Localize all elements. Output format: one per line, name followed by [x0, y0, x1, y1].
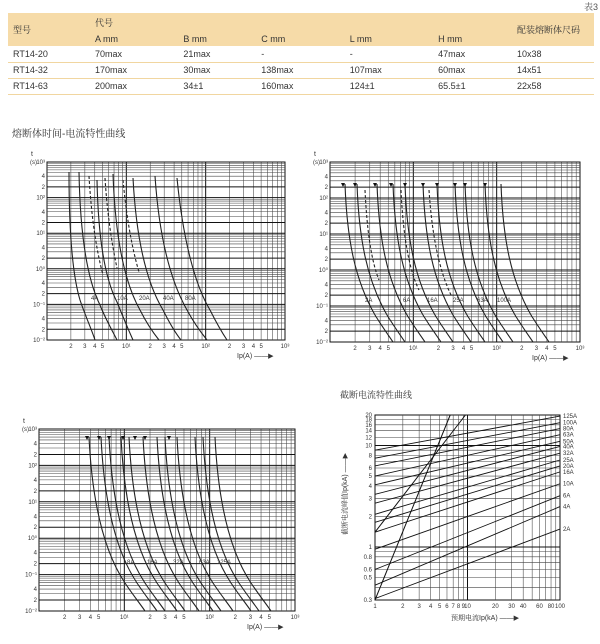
header-l: L mm	[345, 31, 433, 46]
header-b: B mm	[178, 31, 256, 46]
y-tick-label: 10²	[28, 463, 37, 470]
header-h: H mm	[433, 31, 512, 46]
y-tick-label: 8	[368, 453, 372, 460]
y-tick-label: 10³	[28, 427, 37, 433]
y-tick-label: 10	[365, 443, 372, 450]
x-tick-label: 10³	[575, 346, 585, 352]
fuse-curve	[89, 176, 103, 275]
y-axis-label: t	[23, 418, 25, 425]
cell-fuse: 14x51	[512, 62, 594, 78]
fuse-curve	[485, 184, 533, 342]
time-current-chart-rt14-32	[305, 150, 595, 365]
series-label: 100A	[497, 298, 512, 304]
x-tick-label: 5	[469, 346, 474, 352]
cell-fuse: 10x38	[512, 46, 594, 62]
series-label: 40A	[163, 296, 174, 302]
x-tick-label: 6	[445, 604, 449, 610]
series-label: 4A	[91, 296, 99, 302]
series-label: 25A	[453, 298, 464, 304]
curve-start-marker	[341, 183, 345, 187]
y-tick-label: 3	[368, 496, 372, 503]
x-axis-label: Ip(A) ——▶	[237, 353, 274, 360]
x-tick-label: 4	[172, 344, 176, 350]
y-tick-label: 1	[368, 544, 372, 551]
y-axis-label: 截断电流峰值Ip(kA) ——▶	[342, 453, 349, 535]
table-label: 表3	[583, 2, 598, 12]
table-row	[8, 62, 594, 78]
fuse-curve	[357, 184, 405, 342]
curve-start-marker	[373, 183, 377, 187]
x-tick-label: 5	[180, 344, 184, 350]
curve-start-marker	[167, 436, 171, 440]
series-label: 63A	[199, 560, 210, 566]
cell-c: 160max	[256, 78, 344, 94]
table-row	[8, 46, 594, 62]
y-tick-label: 10³	[36, 160, 45, 166]
x-tick-label: 5	[386, 346, 390, 352]
y-tick-label: 18	[365, 417, 372, 424]
y-tick-label: 4	[33, 550, 37, 557]
y-tick-label: 5	[368, 474, 372, 481]
series-label: 63A	[563, 432, 574, 439]
x-tick-label: 5	[182, 615, 186, 621]
x-tick-label: 3	[163, 615, 167, 621]
y-tick-label: 2	[324, 257, 328, 264]
y-tick-label: 20	[365, 413, 372, 419]
x-tick-label: 2	[353, 346, 357, 352]
y-tick-label: 0.6	[363, 567, 372, 574]
x-tick-label: 2	[233, 615, 238, 621]
x-tick-label: 5	[96, 615, 101, 621]
header-code: 代号	[90, 13, 512, 31]
x-tick-label: 2	[227, 344, 232, 350]
x-tick-label: 10²	[492, 346, 502, 352]
cell-l: 124±1	[345, 78, 433, 94]
y-tick-label: 2	[33, 598, 37, 605]
cell-h: 47max	[433, 46, 512, 62]
x-tick-label: 5	[437, 604, 442, 610]
curve-start-marker	[421, 183, 425, 187]
y-tick-label: 2	[324, 185, 328, 192]
y-tick-label: 4	[324, 210, 328, 217]
y-tick-label: 4	[324, 174, 328, 181]
y-tick-label: 0.3	[363, 598, 372, 604]
x-tick-label: 7	[451, 604, 455, 610]
y-tick-label: 4	[41, 245, 45, 252]
header-c: C mm	[256, 31, 344, 46]
x-tick-label: 80	[547, 604, 555, 610]
plot-frame	[39, 429, 295, 611]
y-tick-label: 2	[324, 293, 328, 300]
x-tick-label: 3	[162, 344, 166, 350]
series-label: 16A	[563, 469, 574, 476]
series-label: 6A	[403, 298, 411, 304]
y-tick-label: 14	[365, 428, 372, 435]
y-tick-label: 4	[368, 483, 372, 490]
fuse-curve	[345, 184, 393, 342]
x-tick-label: 10¹	[119, 615, 129, 621]
y-tick-label: 2	[41, 327, 45, 334]
fuse-curve	[105, 178, 117, 268]
section-title: 熔断体时间-电流特性曲线	[12, 129, 126, 140]
cell-fuse: 22x58	[512, 78, 594, 94]
x-tick-label: 4	[259, 615, 263, 621]
y-tick-label: 4	[41, 174, 45, 181]
series-label: 25A	[563, 458, 574, 465]
series-label: 10A	[563, 481, 574, 488]
y-tick-label: 10²	[36, 195, 45, 202]
y-tick-label: 2	[41, 256, 45, 263]
series-label: 63A	[477, 298, 488, 304]
dimension-table	[8, 13, 594, 95]
x-tick-label: 4	[174, 615, 178, 621]
x-tick-label: 3	[248, 615, 253, 621]
y-tick-label: 10⁰	[35, 266, 45, 273]
curve-start-marker	[403, 183, 407, 187]
x-tick-label: 2	[69, 344, 73, 350]
series-label: 6A	[563, 493, 571, 500]
series-label: 50A	[563, 439, 574, 446]
x-tick-label: 20	[492, 604, 499, 610]
cell-a: 200max	[90, 78, 178, 94]
cell-c: -	[256, 46, 344, 62]
y-tick-label: 2	[324, 221, 328, 228]
y-tick-label: 2	[41, 220, 45, 227]
x-tick-label: 3	[417, 604, 421, 610]
y-axis-label: t	[31, 151, 33, 158]
x-axis-label: Ip(A) ——▶	[532, 355, 569, 362]
x-tick-label: 60	[536, 604, 543, 610]
series-label: 10A	[117, 296, 128, 302]
y-tick-label: 10⁻¹	[25, 572, 37, 579]
series-label: 125A	[217, 560, 232, 566]
cell-b: 21max	[178, 46, 256, 62]
x-tick-label: 10³	[290, 615, 300, 621]
y-tick-label: 2	[368, 514, 372, 521]
curve-start-marker	[133, 436, 137, 440]
x-tick-label: 4	[429, 604, 433, 610]
x-tick-label: 2	[520, 346, 524, 352]
fuse-curve	[89, 437, 145, 611]
time-current-chart-rt14-20	[5, 150, 295, 365]
series-label: 16A	[147, 560, 158, 566]
x-tick-label: 1	[373, 604, 377, 610]
cell-model: RT14-32	[8, 62, 90, 78]
x-tick-label: 100	[554, 604, 566, 610]
fuse-curve	[405, 184, 453, 342]
y-tick-label: 4	[324, 246, 328, 253]
x-tick-label: 10	[464, 604, 471, 610]
curve-start-marker	[85, 436, 89, 440]
y-tick-label: 0.8	[363, 554, 372, 561]
curve-start-marker	[97, 436, 101, 440]
prospective-peak-line	[375, 415, 450, 600]
y-tick-label: 4	[41, 209, 45, 216]
x-tick-label: 4	[378, 346, 382, 352]
y-tick-label: 4	[324, 282, 328, 289]
y-tick-label: 4	[33, 514, 37, 521]
y-tick-label: 0.5	[363, 575, 372, 582]
x-tick-label: 10²	[205, 615, 215, 621]
x-tick-label: 30	[508, 604, 515, 610]
x-tick-label: 2	[63, 615, 67, 621]
series-label: 2A	[365, 298, 373, 304]
y-tick-label: 10¹	[319, 232, 328, 238]
y-tick-label: 2	[33, 525, 37, 532]
cut-current-title: 截断电流特性曲线	[340, 390, 413, 400]
curve-start-marker	[353, 183, 357, 187]
x-tick-label: 5	[100, 344, 105, 350]
fuse-curve	[109, 437, 165, 611]
y-tick-label: 4	[33, 587, 37, 594]
cell-a: 70max	[90, 46, 178, 62]
y-tick-label: 12	[365, 435, 372, 442]
x-tick-label: 4	[461, 346, 466, 352]
y-tick-label: 2	[33, 452, 37, 459]
x-tick-label: 4	[251, 344, 256, 350]
plot-frame	[47, 162, 285, 340]
x-tick-label: 2	[148, 344, 152, 350]
y-tick-label: 10⁻¹	[33, 302, 45, 309]
x-tick-label: 10³	[280, 344, 290, 350]
x-tick-label: 4	[545, 346, 549, 352]
x-axis-label: 预期电流Ip(kA) ——▶	[451, 615, 519, 622]
curve-start-marker	[453, 183, 457, 187]
series-label: 8A	[127, 560, 135, 566]
curve-start-marker	[107, 436, 111, 440]
header-fuse: 配装熔断体尺码	[512, 13, 594, 46]
series-label: 100A	[563, 420, 578, 427]
y-tick-label: 10⁰	[318, 268, 328, 274]
x-tick-label: 3	[451, 346, 455, 352]
y-axis-unit: (s)	[22, 427, 29, 433]
cell-h: 65.5±1	[433, 78, 512, 94]
series-label: 20A	[139, 296, 150, 302]
y-tick-label: 4	[33, 477, 37, 484]
cell-model: RT14-63	[8, 78, 90, 94]
y-tick-label: 4	[33, 441, 37, 448]
fuse-curve	[165, 437, 221, 611]
y-tick-label: 4	[41, 316, 45, 323]
fuse-curve	[455, 184, 503, 342]
y-tick-label: 16	[365, 422, 372, 429]
series-label: 2A	[563, 527, 571, 534]
y-tick-label: 2	[41, 184, 45, 191]
time-current-chart-rt14-63	[5, 415, 305, 640]
y-tick-label: 4	[324, 318, 328, 325]
curve-start-marker	[389, 183, 393, 187]
series-label: 125A	[563, 414, 578, 421]
fuse-curve	[465, 184, 513, 342]
x-tick-label: 5	[259, 344, 263, 350]
series-label: 20A	[563, 463, 574, 470]
series-label: 80A	[563, 426, 574, 433]
series-label: 16A	[427, 298, 438, 304]
x-axis-label: Ip(A) ——▶	[247, 624, 284, 631]
x-tick-label: 10¹	[121, 344, 131, 350]
series-label: 4A	[563, 504, 571, 511]
fuse-curve	[437, 184, 485, 342]
x-tick-label: 2	[148, 615, 152, 621]
cell-l: 107max	[345, 62, 433, 78]
x-tick-label: 10¹	[408, 346, 418, 352]
fuse-curve	[101, 437, 157, 611]
x-tick-label: 5	[267, 615, 271, 621]
cell-b: 30max	[178, 62, 256, 78]
cut-off-current-chart	[335, 405, 590, 640]
cell-c: 138max	[256, 62, 344, 78]
x-tick-label: 3	[241, 344, 246, 350]
cell-a: 170max	[90, 62, 178, 78]
y-tick-label: 6	[368, 466, 372, 473]
x-tick-label: 4	[93, 344, 97, 350]
cell-l: -	[345, 46, 433, 62]
series-label: 80A	[185, 296, 196, 302]
fuse-curve	[377, 184, 425, 342]
y-tick-label: 10⁻²	[316, 340, 328, 346]
y-tick-label: 2	[324, 329, 328, 336]
x-tick-label: 5	[553, 346, 557, 352]
prospective-peak-line	[375, 415, 465, 532]
y-tick-label: 10⁻¹	[316, 304, 328, 310]
cell-model: RT14-20	[8, 46, 90, 62]
series-label: 32A	[173, 560, 184, 566]
y-tick-label: 4	[41, 280, 45, 287]
fuse-curve	[501, 184, 549, 342]
y-axis-unit: (s)	[30, 160, 37, 166]
y-axis-unit: (s)	[313, 160, 320, 166]
x-tick-label: 8	[456, 604, 461, 610]
x-tick-label: 3	[368, 346, 372, 352]
y-axis-label: t	[314, 151, 316, 158]
y-tick-label: 2	[33, 561, 37, 568]
header-a: A mm	[90, 31, 178, 46]
y-tick-label: 10⁻²	[25, 609, 37, 615]
x-tick-label: 2	[401, 604, 405, 610]
y-tick-label: 10¹	[28, 499, 37, 506]
header-model: 型号	[8, 13, 90, 46]
x-tick-label: 9	[461, 604, 465, 610]
y-tick-label: 10¹	[36, 231, 45, 238]
y-tick-label: 2	[41, 291, 45, 298]
y-tick-label: 10³	[319, 160, 328, 166]
series-label: 40A	[563, 444, 574, 451]
y-tick-label: 10²	[319, 196, 328, 202]
x-tick-label: 3	[78, 615, 82, 621]
x-tick-label: 4	[88, 615, 93, 621]
series-label: 32A	[563, 451, 574, 458]
x-tick-label: 40	[519, 604, 527, 610]
y-tick-label: 2	[33, 488, 37, 495]
x-tick-label: 3	[83, 344, 87, 350]
x-tick-label: 3	[534, 346, 539, 352]
x-tick-label: 2	[436, 346, 441, 352]
x-tick-label: 10²	[201, 344, 211, 350]
table-row	[8, 78, 594, 94]
cell-h: 60max	[433, 62, 512, 78]
fuse-curve	[215, 437, 271, 611]
fuse-curve	[195, 437, 251, 611]
y-tick-label: 10⁻²	[33, 338, 45, 344]
y-tick-label: 10⁰	[27, 536, 37, 543]
cell-b: 34±1	[178, 78, 256, 94]
